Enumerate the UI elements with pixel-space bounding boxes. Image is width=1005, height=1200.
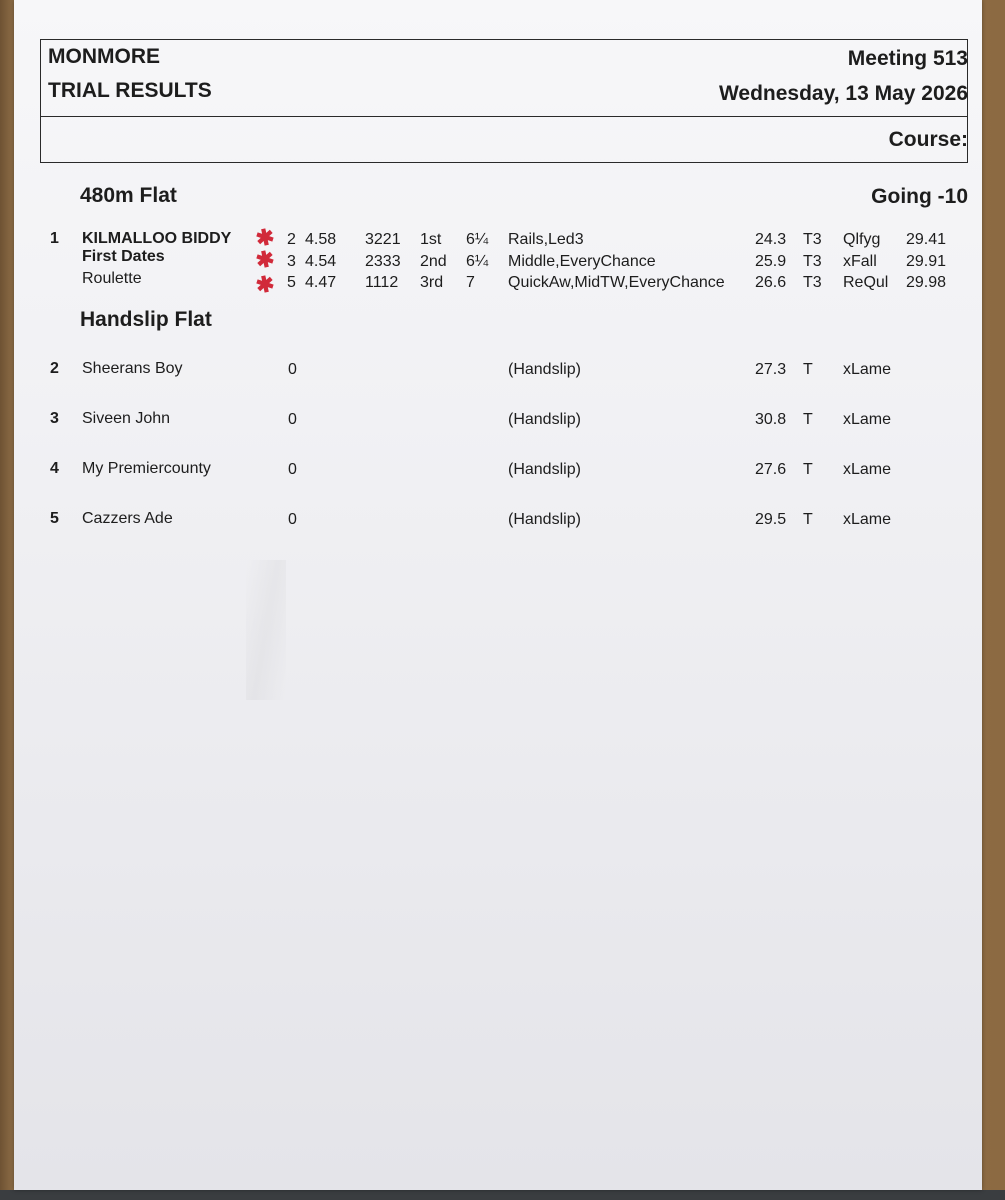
runner-weight: 25.9	[755, 253, 787, 270]
runner-weight: 24.3	[755, 231, 787, 248]
runner-comment: (Handslip)	[508, 411, 581, 428]
runner-trap: 5	[287, 274, 296, 291]
row-number: 3	[50, 410, 59, 427]
runner-trap: 3	[287, 253, 296, 270]
runner-weight: 26.6	[755, 274, 787, 291]
runner-split: 4.54	[305, 253, 337, 270]
header-divider	[41, 116, 967, 117]
runner-grade: T	[803, 461, 813, 478]
runner-value: 0	[288, 361, 297, 378]
asterisk-icon: ✱	[253, 245, 277, 274]
runner-remark: Qlfyg	[843, 231, 881, 248]
runner-sectionals: 3221	[365, 231, 401, 248]
runner-value: 0	[288, 411, 297, 428]
runner-grade: T	[803, 411, 813, 428]
runner-sectionals: 1112	[365, 274, 399, 291]
runner-position: 1st	[420, 231, 442, 248]
runner-grade: T3	[803, 231, 822, 248]
runner-sectionals: 2333	[365, 253, 401, 270]
runner-name: KILMALLOO BIDDY	[82, 230, 232, 247]
handslip-title: Handslip Flat	[80, 308, 212, 331]
runner-comment: (Handslip)	[508, 361, 581, 378]
runner-distance: 6¼	[466, 231, 489, 248]
runner-distance: 6¼	[466, 253, 489, 270]
course-label: Course:	[888, 128, 968, 151]
runner-trap: 2	[287, 231, 296, 248]
runner-split: 4.58	[305, 231, 337, 248]
runner-grade: T3	[803, 253, 822, 270]
runner-comment: QuickAw,MidTW,EveryChance	[508, 274, 725, 291]
race-title: 480m Flat	[80, 184, 177, 207]
runner-value: 0	[288, 511, 297, 528]
document-title: TRIAL RESULTS	[48, 79, 212, 102]
row-number: 5	[50, 510, 59, 527]
runner-distance: 7	[466, 274, 475, 291]
runner-weight: 29.5	[755, 511, 787, 528]
runner-split: 4.47	[305, 274, 337, 291]
meeting-date: Wednesday, 13 May 2026	[718, 82, 968, 105]
row-number: 4	[50, 460, 59, 477]
runner-time: 29.41	[906, 231, 947, 248]
track-name: MONMORE	[48, 45, 160, 68]
runner-grade: T3	[803, 274, 822, 291]
runner-grade: T	[803, 361, 813, 378]
meeting-number: Meeting 513	[847, 47, 968, 70]
runner-time: 29.91	[906, 253, 947, 270]
runner-remark: xLame	[843, 411, 892, 428]
runner-weight: 27.6	[755, 461, 787, 478]
runner-name: Siveen John	[82, 410, 171, 427]
runner-name: Roulette	[82, 270, 142, 287]
runner-name: Sheerans Boy	[82, 360, 183, 377]
runner-value: 0	[288, 461, 297, 478]
runner-comment: (Handslip)	[508, 511, 581, 528]
runner-remark: ReQul	[843, 274, 889, 291]
asterisk-icon: ✱	[253, 270, 277, 299]
runner-comment: Rails,Led3	[508, 231, 584, 248]
runner-position: 3rd	[420, 274, 444, 291]
runner-comment: Middle,EveryChance	[508, 253, 656, 270]
runner-name: First Dates	[82, 248, 165, 265]
asterisk-icon: ✱	[253, 223, 277, 252]
runner-remark: xFall	[843, 253, 877, 270]
runner-grade: T	[803, 511, 813, 528]
bottom-edge	[0, 1190, 1005, 1200]
runner-name: My Premiercounty	[82, 460, 211, 477]
runner-position: 2nd	[420, 253, 447, 270]
paper-crease	[246, 560, 286, 700]
runner-remark: xLame	[843, 511, 892, 528]
runner-comment: (Handslip)	[508, 461, 581, 478]
race-number: 1	[50, 230, 59, 247]
runner-weight: 27.3	[755, 361, 787, 378]
runner-remark: xLame	[843, 461, 892, 478]
runner-weight: 30.8	[755, 411, 787, 428]
row-number: 2	[50, 360, 59, 377]
runner-remark: xLame	[843, 361, 892, 378]
results-sheet	[14, 0, 982, 1190]
going-value: Going -10	[871, 185, 968, 208]
runner-time: 29.98	[906, 274, 947, 291]
runner-name: Cazzers Ade	[82, 510, 173, 527]
